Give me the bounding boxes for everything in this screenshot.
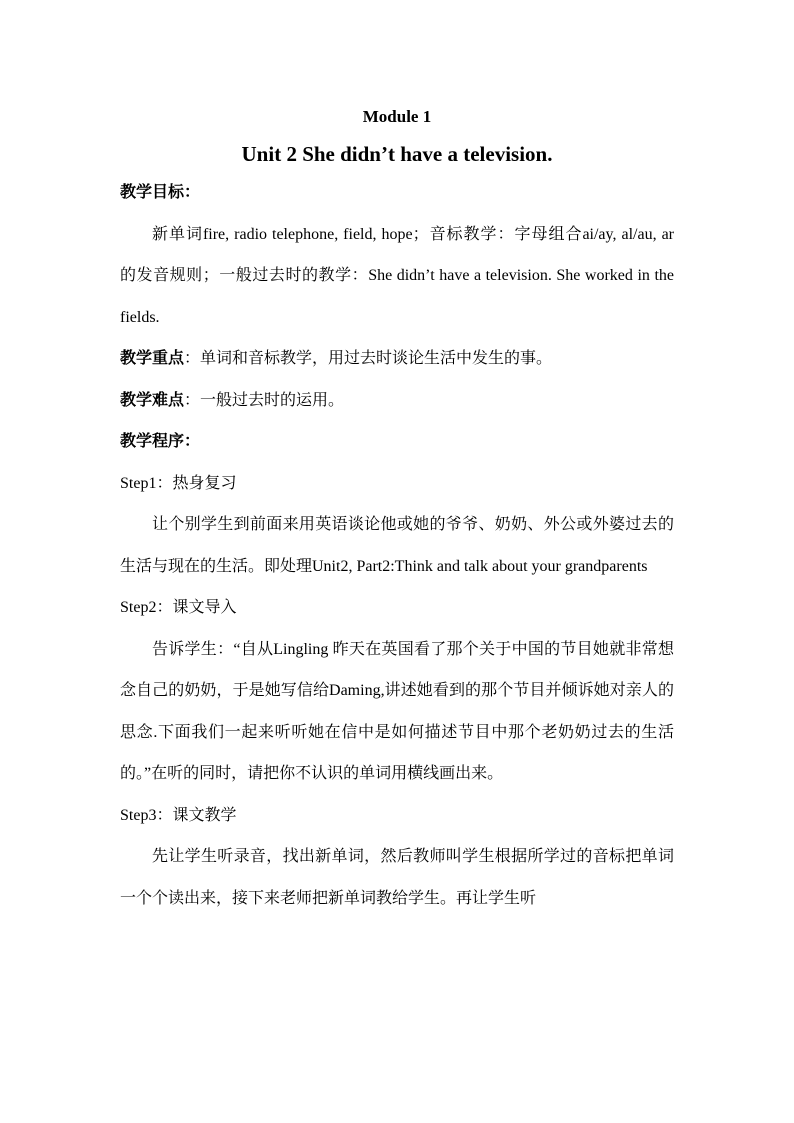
key-points-line: [120, 338, 674, 380]
step2-title: Step2：课文导入: [120, 599, 237, 616]
module-title: Module 1: [362, 107, 432, 126]
difficulties-text: ：一般过去时的运用。: [184, 391, 345, 409]
key-points-text: ：单词和音标教学，用过去时谈论生活中发生的事。: [184, 350, 553, 367]
step2-text: 告诉学生：“自从Lingling 昨天在英国看了那个关于中国的节目她就非常想念自己的奶奶，于是她写信给Daming,讲述她看到的那个节目并倾诉她对亲人的思念.下面我们一起来听听她在信中是如何描述节目中那个老奶奶过去的生活的。”在听的同时，请把你不认识的单词用横线画出来。: [120, 640, 674, 782]
difficulties-label: 教学难点: [120, 391, 185, 409]
lesson-plan-body: [120, 172, 674, 919]
objectives-heading: 教学目标：: [120, 184, 201, 201]
procedure-heading: 教学程序：: [120, 433, 201, 450]
step1-title: Step1：热身复习: [120, 474, 237, 492]
step1-text: 让个别学生到前面来用英语谈论他或她的爷爷、奶奶、外公或外婆过去的生活与现在的生活。即处理Unit2, Part2:Think and talk about your grandparents: [120, 516, 674, 575]
key-points-label: 教学重点: [120, 350, 185, 367]
unit-title: Unit 2 She didn’t have a television.: [241, 142, 553, 166]
step3-text: 先让学生听录音，找出新单词，然后教师叫学生根据所学过的音标把单词一个个读出来，接下来老师把新单词教给学生。再让学生听: [120, 848, 674, 907]
difficulties-line: [120, 380, 674, 422]
step3-title: Step3：课文教学: [120, 806, 237, 824]
objectives-text: 新单词fire, radio telephone, field, hope；音标教学：字母组合ai/ay, al/au, ar 的发音规则；一般过去时的教学：She didn’t have a television. She worked in the fields.: [120, 225, 674, 326]
